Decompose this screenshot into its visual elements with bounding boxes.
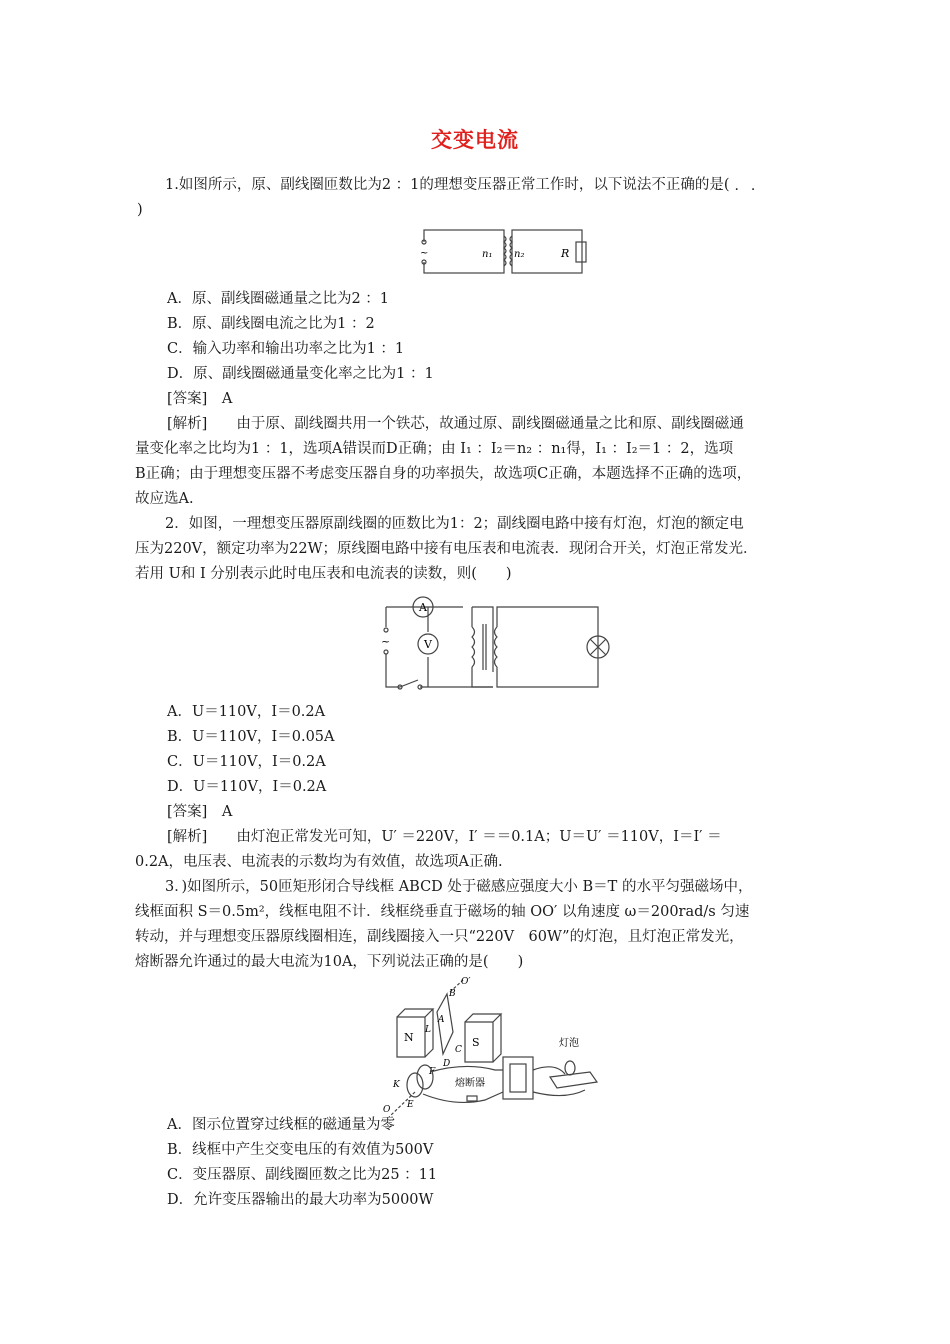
q3-label-C: C [455, 1045, 462, 1055]
q3-label-A: A [438, 1015, 445, 1025]
q3-option-c: C．变压器原、副线圈匝数之比为25 ：11 [167, 1167, 438, 1183]
q1-ac-symbol: ~ [420, 248, 429, 259]
q2-option-b: B．U＝110V，I＝0.05A [167, 729, 335, 745]
q1-stem-part-a: 1.如图所示，原、副线圈匝数比为2 ：1的理想变压器正常工作时，以下说法 [165, 177, 652, 193]
q1-analysis-line-3: B正确；由于理想变压器不考虑变压器自身的功率损失，故选项C正确，本题选择不正确的选项， [135, 466, 752, 482]
q3-stem-line-4: 熔断器允许通过的最大电流为10A，下列说法正确的是( ) [135, 954, 524, 970]
q2-switch [400, 680, 418, 687]
q2-option-c: C．U＝110V，I＝0.2A [167, 754, 326, 770]
q2-terminal-top [384, 628, 388, 632]
q1-resistor [576, 242, 586, 262]
q3-label-bulb: 灯泡 [559, 1038, 579, 1049]
q3-stem-line-3: 转动，并与理想变压器原线圈相连，副线圈接入一只“220V 60W”的灯泡，且灯泡正常发光， [135, 929, 744, 945]
q1-option-a: A．原、副线圈磁通量之比为2 ：1 [167, 291, 390, 307]
q3-option-d: D．允许变压器输出的最大功率为5000W [167, 1192, 434, 1208]
q3-fuse [467, 1096, 477, 1101]
q3-label-N: N [404, 1031, 414, 1044]
q1-analysis-line-1: [解析] 由于原、副线圈共用一个铁芯，故通过原、副线圈磁通量之比和原、副线圈磁通 [167, 416, 744, 432]
q3-generator-figure [375, 977, 605, 1115]
q2-answer: [答案] A [167, 804, 233, 820]
q3-option-b: B．线框中产生交变电压的有效值为500V [167, 1142, 434, 1158]
q2-stem-line-2: 压为220V，额定功率为22W；原线圈电路中接有电压表和电流表．现闭合开关，灯泡正常发光． [135, 541, 758, 557]
q3-transformer [503, 1057, 533, 1099]
q3-bulb-icon [565, 1061, 575, 1075]
q2-secondary-wires [497, 607, 598, 687]
q1-label-n1: n₁ [482, 249, 493, 260]
q2-stem-line-3: 若用 U和 I 分别表示此时电压表和电流表的读数，则( ) [135, 566, 512, 582]
q1-option-d: D．原、副线圈磁通量变化率之比为1 ：1 [167, 366, 434, 382]
q1-transformer-figure [420, 228, 590, 278]
q2-analysis-line-2: 0.2A，电压表、电流表的示数均为有效值，故选项A正确. [135, 854, 503, 870]
q3-label-S: S [472, 1036, 480, 1049]
q3-label-fuse: 熔断器 [455, 1078, 485, 1089]
q1-answer: [答案] A [167, 391, 233, 407]
q3-stem-line-1: 3．)如图所示，50匝矩形闭合导线框 ABCD 处于磁感应强度大小 B＝T 的水平匀强磁场中， [165, 879, 753, 895]
q2-primary-wires [386, 607, 493, 687]
q2-option-a: A．U＝110V，I＝0.2A [167, 704, 326, 720]
q1-label-R: R [561, 247, 570, 260]
q1-stem-close: ) [137, 202, 143, 218]
q1-stem-emphasis: 不正确 [651, 177, 695, 193]
q2-terminal-bottom [384, 650, 388, 654]
page-title: 交变电流 [431, 127, 519, 152]
q3-label-E: E [407, 1100, 414, 1110]
q1-label-n2: n₂ [514, 249, 525, 260]
q3-label-D: D [443, 1059, 451, 1069]
q3-label-B: B [449, 989, 456, 999]
q3-slip-ring-2 [407, 1073, 423, 1097]
q2-ac-symbol: ~ [381, 635, 391, 648]
q2-ammeter-label: A [419, 601, 427, 614]
q3-slip-ring-1 [417, 1065, 433, 1089]
q2-secondary-coil [495, 627, 498, 667]
q3-label-F: F [429, 1067, 436, 1077]
q2-analysis-line-1: [解析] 由灯泡正常发光可知，U′ ＝220V，I′ ＝＝0.1A；U＝U′ ＝110V，I＝I′ ＝ [167, 829, 722, 845]
q3-label-O: O [383, 1105, 391, 1115]
q3-label-K: K [393, 1080, 400, 1090]
q2-option-d: D．U＝110V，I＝0.2A [167, 779, 327, 795]
q3-label-L: L [425, 1025, 431, 1035]
q1-stem-part-b: 的是( [694, 177, 730, 193]
q2-circuit-figure [380, 592, 610, 692]
q1-option-c: C．输入功率和输出功率之比为1 ：1 [167, 341, 405, 357]
q1-analysis-line-4: 故应选A. [135, 491, 194, 507]
q2-stem-line-1: 2．如图，一理想变压器原副线圈的匝数比为1：2；副线圈电路中接有灯泡，灯泡的额定电 [165, 516, 744, 532]
q2-voltmeter-label: V [424, 638, 432, 651]
q3-stem-line-2: 线框面积 S＝0.5m²，线框电阻不计．线框绕垂直于磁场的轴 OO′ 以角速度 ω＝200rad/s 匀速 [135, 904, 750, 920]
q3-magnet-s [465, 1014, 501, 1062]
q3-label-O-top: O′ [461, 977, 471, 987]
q1-option-b: B．原、副线圈电流之比为1 ：2 [167, 316, 375, 332]
q3-lamp-base [550, 1072, 597, 1088]
q2-primary-coil [472, 627, 475, 667]
q1-stem [165, 175, 730, 195]
q1-analysis-line-2: 量变化率之比均为1 ：1，选项A错误而D正确；由 I₁ ：I₂＝n₂ ：n₁得，I₁ ：I₂＝1 ：2，选项 [135, 441, 734, 457]
q2-iron-core [483, 624, 486, 670]
q3-wires-secondary [533, 1067, 585, 1096]
q3-option-a: A．图示位置穿过线框的磁通量为零 [167, 1117, 395, 1133]
q1-emphasis-dots: ··· [718, 182, 768, 198]
